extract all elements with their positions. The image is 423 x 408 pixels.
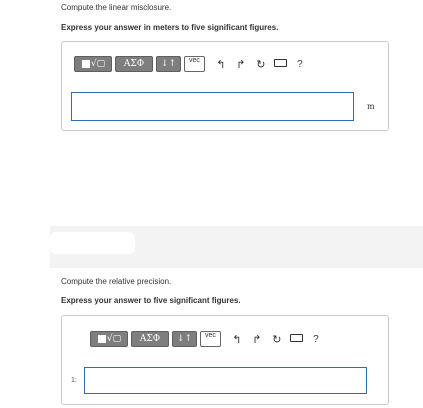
part-a-instruction: Express your answer in meters to five significant figures. [61,23,279,32]
greek-label: ΑΣΦ [123,59,145,69]
part-b-instruction: Express your answer to five significant figures. [61,296,241,305]
vec-label: vec [189,57,200,64]
part-b-answer-box [61,315,389,405]
redo-icon[interactable]: ↱ [236,58,246,71]
part-a-unit-label: m [367,102,375,111]
arrows-icon: ↓↑ [176,334,193,344]
help-icon[interactable]: ? [297,58,303,70]
help-icon[interactable]: ? [313,333,319,345]
undo-icon[interactable]: ↰ [232,333,242,346]
vec-button[interactable] [184,56,205,72]
greek-letters-button[interactable] [131,331,169,347]
undo-icon[interactable]: ↰ [216,58,226,71]
part-b-answer-input[interactable] [84,367,367,394]
arrows-button[interactable] [156,56,181,72]
obscured-spot [50,232,135,254]
part-a-answer-box [61,41,389,131]
reset-icon[interactable]: ↻ [272,333,282,346]
template-square-icon [82,60,90,68]
vec-label: vec [205,332,216,339]
part-a-answer-input[interactable] [71,92,354,121]
part-a-question: Compute the linear misclosure. [61,3,172,12]
part-b-question: Compute the relative precision. [61,277,172,286]
templates-button[interactable] [90,331,128,347]
part-b-prefix-label: 1: [71,377,77,384]
arrows-button[interactable] [172,331,197,347]
keyboard-icon[interactable] [271,58,291,70]
greek-label: ΑΣΦ [139,334,161,344]
arrows-icon: ↓↑ [160,59,177,69]
radical-icon: √▢ [106,334,122,344]
vec-button[interactable] [200,331,221,347]
templates-button[interactable] [74,56,112,72]
part-a-toolbar [74,56,309,72]
template-square-icon [98,335,106,343]
part-b-toolbar [90,331,325,347]
keyboard-icon[interactable] [287,333,307,345]
reset-icon[interactable]: ↻ [256,58,266,71]
radical-icon: √▢ [90,59,106,69]
redo-icon[interactable]: ↱ [252,333,262,346]
greek-letters-button[interactable] [115,56,153,72]
